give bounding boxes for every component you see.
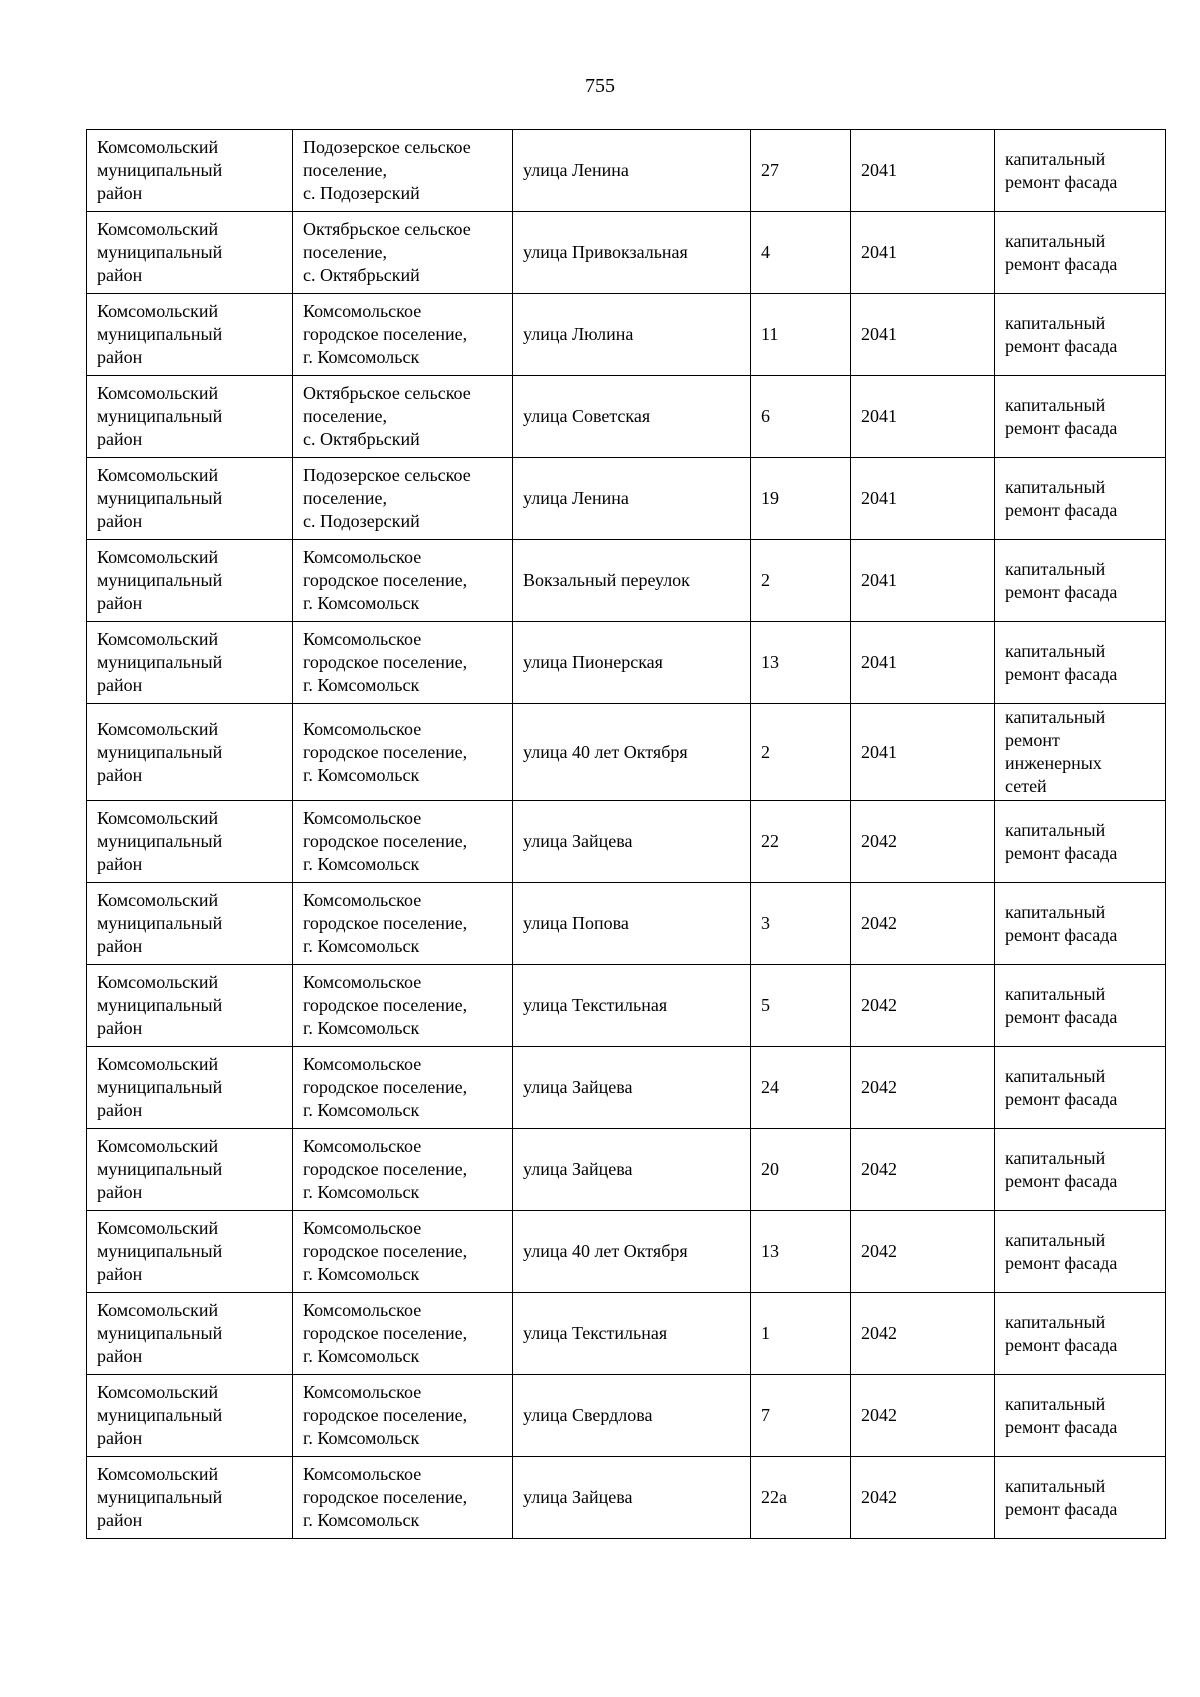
house-number-cell: 4 [751, 212, 851, 294]
work-type-cell: капитальный ремонт фасада [995, 801, 1166, 883]
district-cell: Комсомольский муниципальный район [87, 294, 293, 376]
table-row [87, 1211, 1166, 1293]
year-cell: 2041 [851, 376, 995, 458]
work-type-cell: капитальный ремонт фасада [995, 212, 1166, 294]
table-row [87, 965, 1166, 1047]
year-cell: 2041 [851, 130, 995, 212]
district-cell: Комсомольский муниципальный район [87, 540, 293, 622]
house-number-cell: 11 [751, 294, 851, 376]
settlement-cell: Комсомольское городское поселение, г. Комсомольск [293, 1047, 513, 1129]
table-row [87, 1293, 1166, 1375]
street-cell: Вокзальный переулок [513, 540, 751, 622]
settlement-cell: Октябрьское сельское поселение, с. Октябрьский [293, 212, 513, 294]
house-number-cell: 24 [751, 1047, 851, 1129]
work-type-cell: капитальный ремонт фасада [995, 622, 1166, 704]
table-row [87, 622, 1166, 704]
work-type-cell: капитальный ремонт фасада [995, 1211, 1166, 1293]
year-cell: 2041 [851, 458, 995, 540]
house-number-cell: 2 [751, 540, 851, 622]
work-type-cell: капитальный ремонт фасада [995, 1293, 1166, 1375]
street-cell: улица Пионерская [513, 622, 751, 704]
settlement-cell: Октябрьское сельское поселение, с. Октябрьский [293, 376, 513, 458]
district-cell: Комсомольский муниципальный район [87, 965, 293, 1047]
street-cell: улица Привокзальная [513, 212, 751, 294]
house-number-cell: 3 [751, 883, 851, 965]
street-cell: улица Ленина [513, 458, 751, 540]
district-cell: Комсомольский муниципальный район [87, 130, 293, 212]
work-type-cell: капитальный ремонт фасада [995, 1457, 1166, 1539]
work-type-cell: капитальный ремонт фасада [995, 1047, 1166, 1129]
table-row [87, 1375, 1166, 1457]
work-type-cell: капитальный ремонт фасада [995, 1129, 1166, 1211]
page-number: 755 [585, 75, 615, 97]
year-cell: 2041 [851, 704, 995, 801]
settlement-cell: Комсомольское городское поселение, г. Комсомольск [293, 294, 513, 376]
district-cell: Комсомольский муниципальный район [87, 883, 293, 965]
house-number-cell: 13 [751, 1211, 851, 1293]
settlement-cell: Комсомольское городское поселение, г. Комсомольск [293, 883, 513, 965]
district-cell: Комсомольский муниципальный район [87, 1293, 293, 1375]
district-cell: Комсомольский муниципальный район [87, 1457, 293, 1539]
year-cell: 2042 [851, 1457, 995, 1539]
work-type-cell: капитальный ремонт фасада [995, 458, 1166, 540]
district-cell: Комсомольский муниципальный район [87, 1129, 293, 1211]
house-number-cell: 2 [751, 704, 851, 801]
year-cell: 2042 [851, 1293, 995, 1375]
street-cell: улица 40 лет Октября [513, 704, 751, 801]
settlement-cell: Комсомольское городское поселение, г. Комсомольск [293, 1211, 513, 1293]
year-cell: 2042 [851, 1211, 995, 1293]
year-cell: 2041 [851, 212, 995, 294]
work-type-cell: капитальный ремонт инженерных сетей [995, 704, 1166, 801]
street-cell: улица Люлина [513, 294, 751, 376]
table-row [87, 1047, 1166, 1129]
work-type-cell: капитальный ремонт фасада [995, 130, 1166, 212]
settlement-cell: Комсомольское городское поселение, г. Комсомольск [293, 1129, 513, 1211]
street-cell: улица Текстильная [513, 965, 751, 1047]
house-number-cell: 5 [751, 965, 851, 1047]
year-cell: 2042 [851, 883, 995, 965]
work-type-cell: капитальный ремонт фасада [995, 1375, 1166, 1457]
street-cell: улица Зайцева [513, 1129, 751, 1211]
house-number-cell: 22 [751, 801, 851, 883]
district-cell: Комсомольский муниципальный район [87, 622, 293, 704]
district-cell: Комсомольский муниципальный район [87, 1375, 293, 1457]
street-cell: улица Свердлова [513, 1375, 751, 1457]
table-row [87, 212, 1166, 294]
table-row [87, 883, 1166, 965]
table-row [87, 1457, 1166, 1539]
table-row [87, 130, 1166, 212]
street-cell: улица Зайцева [513, 1457, 751, 1539]
settlement-cell: Комсомольское городское поселение, г. Комсомольск [293, 622, 513, 704]
street-cell: улица Попова [513, 883, 751, 965]
year-cell: 2042 [851, 965, 995, 1047]
table-row [87, 1129, 1166, 1211]
district-cell: Комсомольский муниципальный район [87, 376, 293, 458]
work-type-cell: капитальный ремонт фасада [995, 376, 1166, 458]
work-type-cell: капитальный ремонт фасада [995, 883, 1166, 965]
street-cell: улица Ленина [513, 130, 751, 212]
house-number-cell: 1 [751, 1293, 851, 1375]
table-row [87, 294, 1166, 376]
street-cell: улица Зайцева [513, 801, 751, 883]
district-cell: Комсомольский муниципальный район [87, 212, 293, 294]
year-cell: 2041 [851, 294, 995, 376]
street-cell: улица 40 лет Октября [513, 1211, 751, 1293]
table-row [87, 801, 1166, 883]
table-row [87, 458, 1166, 540]
work-type-cell: капитальный ремонт фасада [995, 294, 1166, 376]
district-cell: Комсомольский муниципальный район [87, 801, 293, 883]
street-cell: улица Советская [513, 376, 751, 458]
district-cell: Комсомольский муниципальный район [87, 458, 293, 540]
district-cell: Комсомольский муниципальный район [87, 1047, 293, 1129]
house-number-cell: 13 [751, 622, 851, 704]
settlement-cell: Комсомольское городское поселение, г. Комсомольск [293, 801, 513, 883]
work-type-cell: капитальный ремонт фасада [995, 540, 1166, 622]
house-number-cell: 22а [751, 1457, 851, 1539]
house-number-cell: 19 [751, 458, 851, 540]
table-row [87, 376, 1166, 458]
year-cell: 2041 [851, 622, 995, 704]
street-cell: улица Зайцева [513, 1047, 751, 1129]
repair-schedule-table [86, 129, 1166, 1539]
house-number-cell: 20 [751, 1129, 851, 1211]
work-type-cell: капитальный ремонт фасада [995, 965, 1166, 1047]
settlement-cell: Комсомольское городское поселение, г. Комсомольск [293, 704, 513, 801]
settlement-cell: Подозерское сельское поселение, с. Подозерский [293, 130, 513, 212]
settlement-cell: Комсомольское городское поселение, г. Комсомольск [293, 1375, 513, 1457]
house-number-cell: 27 [751, 130, 851, 212]
district-cell: Комсомольский муниципальный район [87, 1211, 293, 1293]
house-number-cell: 6 [751, 376, 851, 458]
settlement-cell: Комсомольское городское поселение, г. Комсомольск [293, 1293, 513, 1375]
street-cell: улица Текстильная [513, 1293, 751, 1375]
house-number-cell: 7 [751, 1375, 851, 1457]
district-cell: Комсомольский муниципальный район [87, 704, 293, 801]
table-row [87, 540, 1166, 622]
settlement-cell: Комсомольское городское поселение, г. Комсомольск [293, 1457, 513, 1539]
year-cell: 2042 [851, 1047, 995, 1129]
settlement-cell: Подозерское сельское поселение, с. Подозерский [293, 458, 513, 540]
settlement-cell: Комсомольское городское поселение, г. Комсомольск [293, 540, 513, 622]
settlement-cell: Комсомольское городское поселение, г. Комсомольск [293, 965, 513, 1047]
year-cell: 2042 [851, 801, 995, 883]
year-cell: 2041 [851, 540, 995, 622]
year-cell: 2042 [851, 1129, 995, 1211]
year-cell: 2042 [851, 1375, 995, 1457]
table-row [87, 704, 1166, 801]
